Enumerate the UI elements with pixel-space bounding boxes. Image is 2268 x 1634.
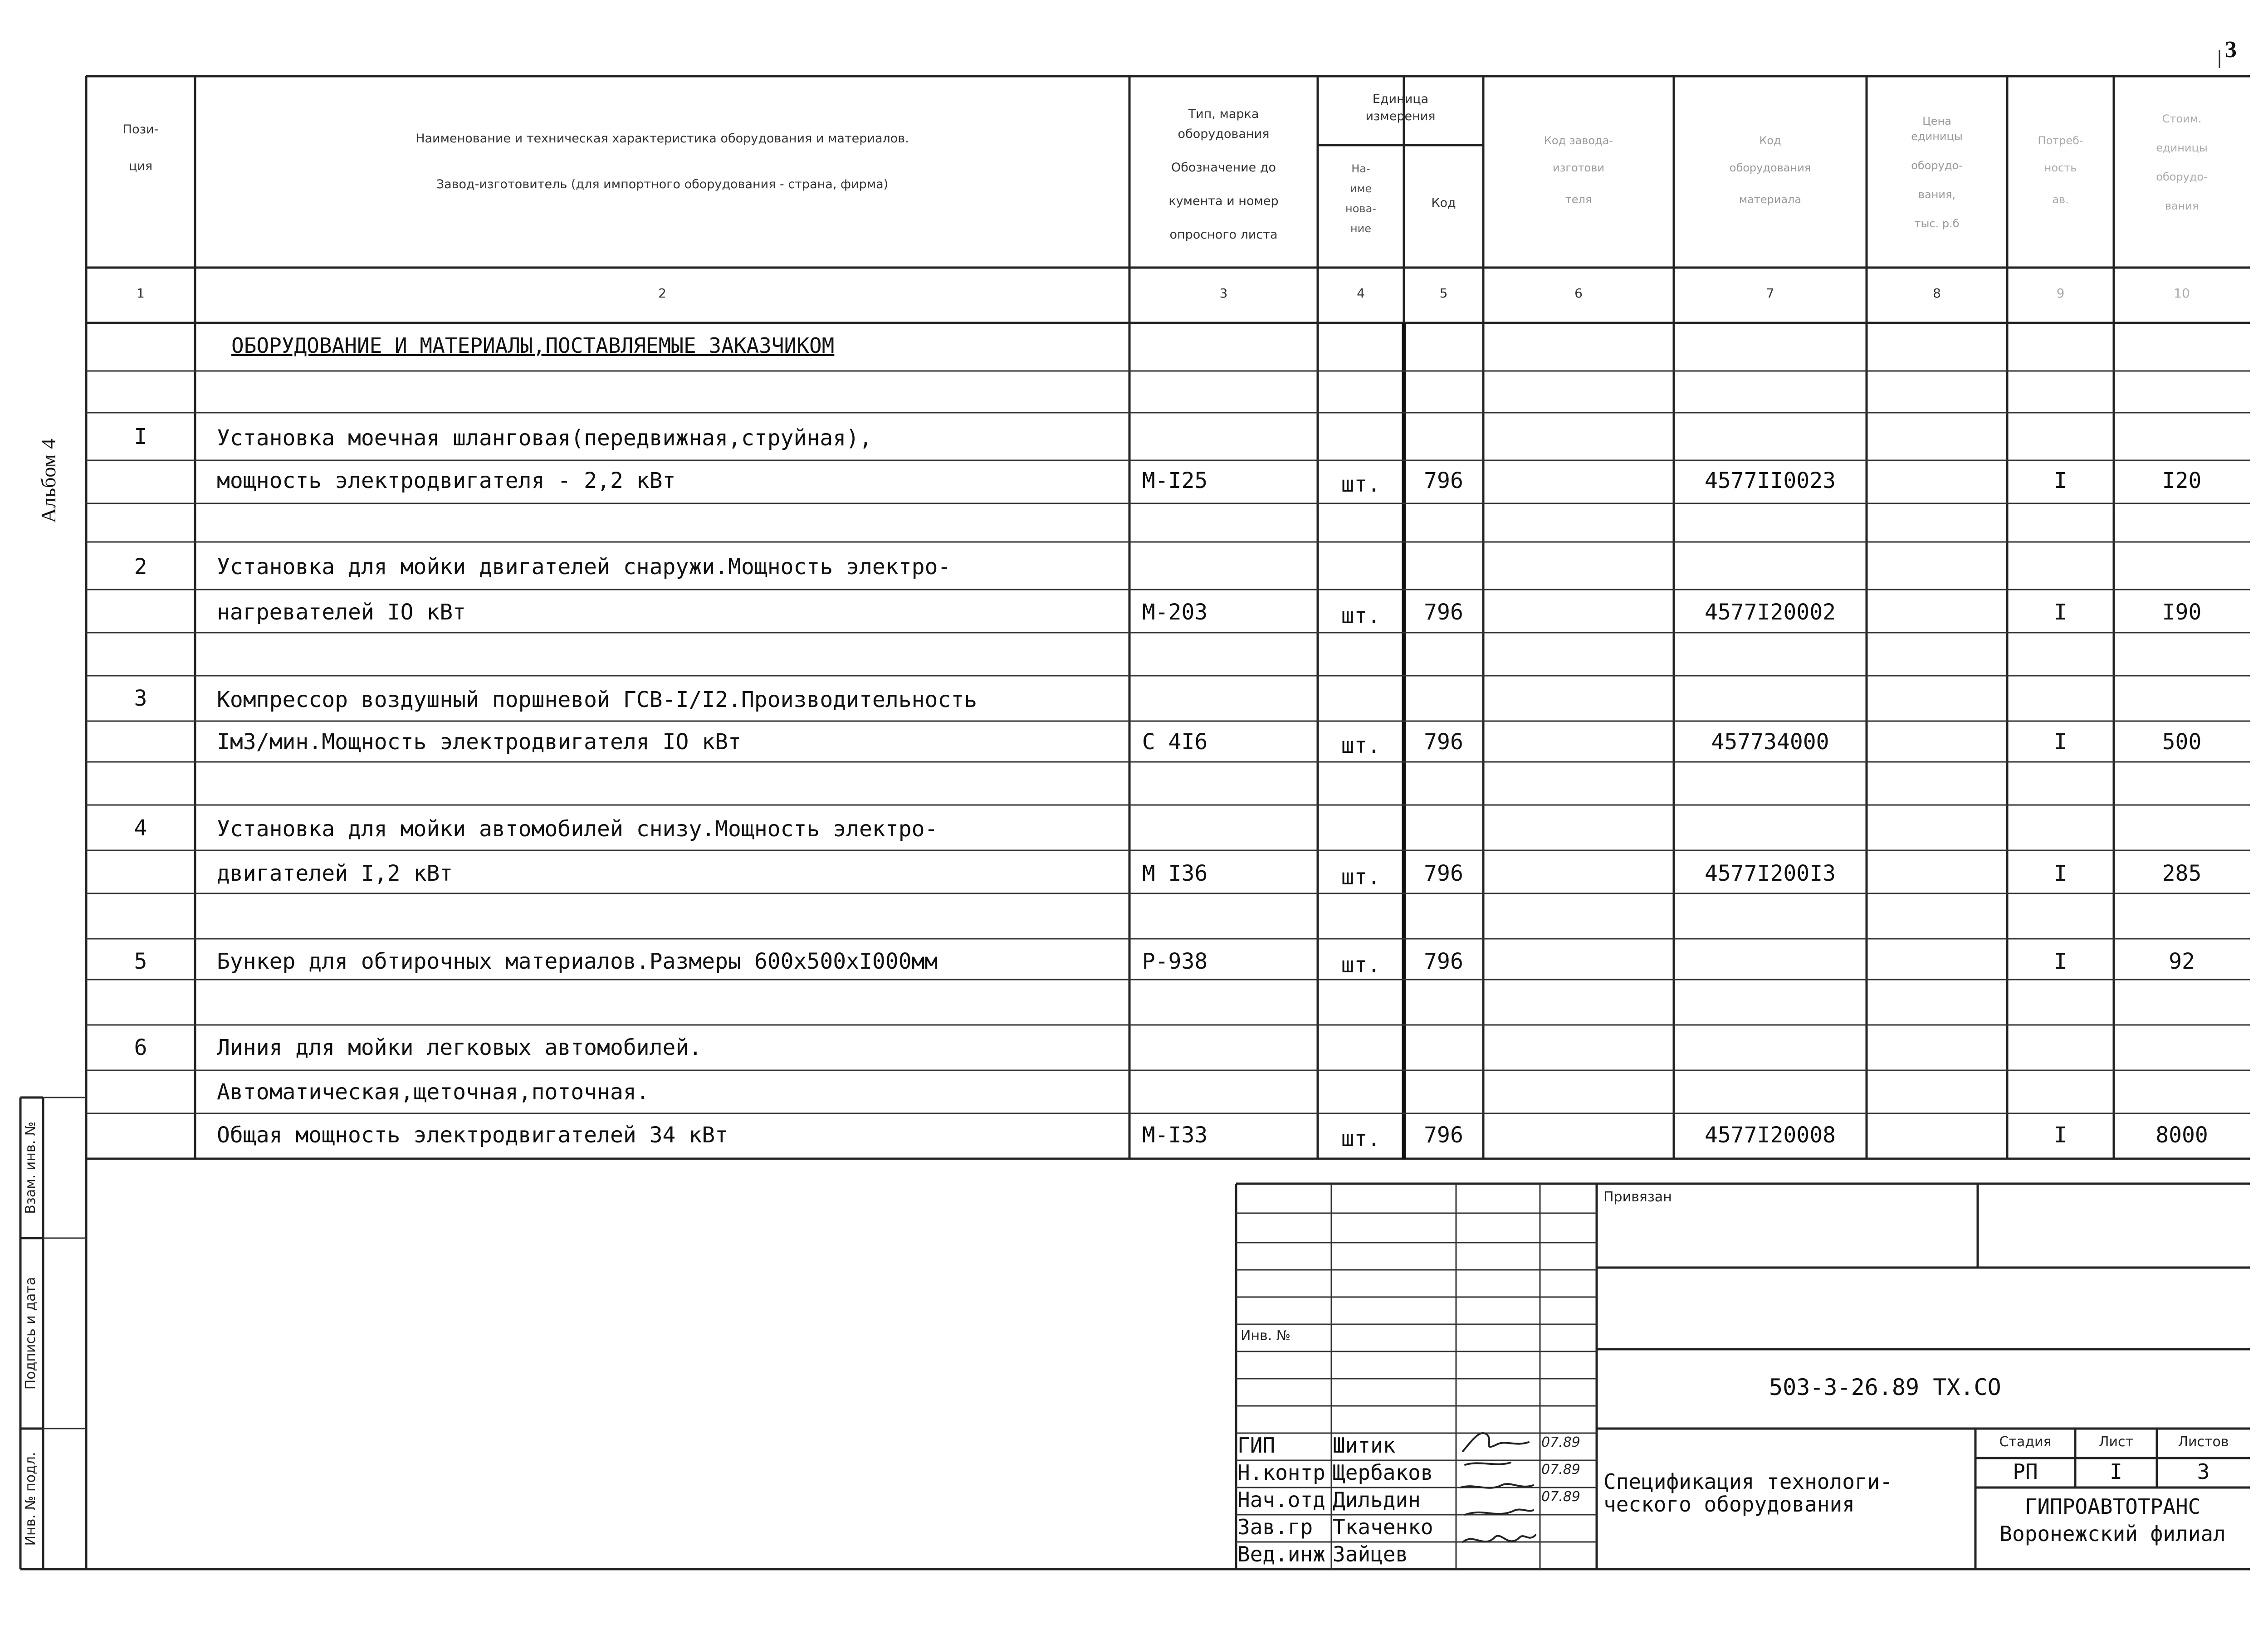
- privyazan-label: Привязан: [1603, 1189, 1672, 1205]
- row-code: 796: [1424, 949, 1463, 974]
- row-position: 5: [134, 949, 147, 974]
- section-title: ОБОРУДОВАНИЕ И МАТЕРИАЛЫ,ПОСТАВЛЯЕМЫЕ ЗАКАЗЧИКОМ: [231, 333, 835, 358]
- header-col1: [86, 122, 195, 173]
- row-description: Iм3/мин.Мощность электродвигателя IO кВт: [217, 729, 741, 755]
- header-col1-line: ция: [128, 159, 153, 173]
- row-qty: I: [2054, 949, 2067, 974]
- row-code: 796: [1424, 600, 1463, 625]
- stage-value: РП: [2013, 1459, 2038, 1484]
- row-position: I: [134, 424, 147, 449]
- row-qty: I: [2054, 468, 2067, 493]
- row-description: Линия для мойки легковых автомобилей.: [217, 1035, 702, 1060]
- row-qty: I: [2054, 861, 2067, 886]
- header-col4: [1318, 159, 1404, 239]
- row-equip-code: 4577I200I3: [1705, 861, 1836, 886]
- row-type: М-I33: [1142, 1122, 1208, 1148]
- side-stamp-label: Инв. № подл.: [23, 1452, 39, 1546]
- row-value: 500: [2162, 729, 2202, 755]
- row-type: М-203: [1142, 600, 1208, 625]
- row-value: 285: [2162, 861, 2202, 886]
- column-number: 9: [2056, 286, 2065, 301]
- column-number: 5: [1439, 286, 1448, 301]
- column-number: 3: [1219, 286, 1228, 301]
- header-col8-line: вания,: [1918, 188, 1956, 201]
- sign-date: 07.89: [1541, 1462, 1580, 1478]
- row-description: мощность электродвигателя - 2,2 кВт: [217, 468, 676, 493]
- header-col3-line: Тип, марка: [1188, 107, 1259, 121]
- row-unit: шт.: [1341, 1126, 1381, 1151]
- column-number: 2: [658, 286, 666, 301]
- role-label: Вед.инж: [1237, 1542, 1325, 1566]
- row-unit: шт.: [1341, 472, 1381, 497]
- organization-branch: Воронежский филиал: [1999, 1522, 2226, 1546]
- header-col5: Код: [1431, 196, 1456, 210]
- row-qty: I: [2054, 600, 2067, 625]
- row-description: Общая мощность электродвигателей 34 кВт: [217, 1122, 728, 1148]
- sheet-value: I: [2110, 1459, 2122, 1484]
- header-col3: [1129, 98, 1318, 252]
- row-description: Компрессор воздушный поршневой ГСВ-I/I2.Производительность: [217, 687, 978, 712]
- row-value: 92: [2169, 949, 2195, 974]
- header-col8-line: Цена: [1922, 115, 1951, 127]
- row-description: Установка моечная шланговая(передвижная,струйная),: [217, 425, 872, 451]
- row-unit: шт.: [1341, 603, 1381, 629]
- row-type: С 4I6: [1142, 729, 1208, 755]
- signer-name: Ткаченко: [1333, 1515, 1433, 1539]
- header-col2-line: Наименование и техническая характеристика оборудования и материалов.: [415, 132, 909, 146]
- row-type: М I36: [1142, 861, 1208, 886]
- signer-name: Щербаков: [1333, 1460, 1433, 1485]
- header-col10-line: Стоим.: [2162, 112, 2202, 125]
- column-number: 1: [137, 286, 145, 301]
- row-qty: I: [2054, 729, 2067, 755]
- row-code: 796: [1424, 1122, 1463, 1148]
- header-col1-line: Пози-: [122, 122, 159, 137]
- header-col7-line: материала: [1739, 193, 1802, 206]
- header-col10-line: единицы: [2156, 141, 2208, 154]
- row-equip-code: 4577I20008: [1705, 1122, 1836, 1148]
- role-label: Н.контр: [1237, 1460, 1325, 1485]
- row-description: Автоматическая,щеточная,поточная.: [217, 1079, 650, 1105]
- header-col4-line: На-: [1351, 162, 1370, 175]
- album-label: Альбом 4: [37, 438, 60, 523]
- row-unit: шт.: [1341, 952, 1381, 978]
- header-col3-line: кумента и номер: [1168, 194, 1279, 208]
- row-value: I20: [2162, 468, 2202, 493]
- row-code: 796: [1424, 468, 1463, 493]
- side-stamp-label: Подпись и дата: [23, 1277, 39, 1390]
- header-col6: [1483, 118, 1674, 222]
- row-value: I90: [2162, 600, 2202, 625]
- row-unit: шт.: [1341, 864, 1381, 890]
- signer-name: Шитик: [1333, 1433, 1396, 1458]
- header-col7-line: оборудования: [1729, 161, 1811, 174]
- row-value: 8000: [2156, 1122, 2208, 1148]
- inv-number-label: Инв. №: [1241, 1328, 1291, 1344]
- header-col2-line: Завод-изготовитель (для импортного оборудования - страна, фирма): [436, 177, 889, 191]
- row-position: 6: [134, 1035, 147, 1060]
- header-col4-line: ние: [1350, 222, 1372, 235]
- row-position: 3: [134, 686, 147, 711]
- signatures: [1456, 1419, 1540, 1569]
- sheets-label: Листов: [2178, 1434, 2229, 1450]
- header-col6-line: теля: [1565, 193, 1592, 206]
- row-type: М-I25: [1142, 468, 1208, 493]
- role-label: ГИП: [1237, 1433, 1276, 1458]
- column-number: 6: [1574, 286, 1583, 301]
- document-title: ческого оборудования: [1603, 1492, 1855, 1517]
- row-unit: шт.: [1341, 733, 1381, 758]
- row-equip-code: 457734000: [1711, 729, 1829, 755]
- header-col10: [2114, 104, 2250, 220]
- column-number: 7: [1766, 286, 1774, 301]
- row-qty: I: [2054, 1122, 2067, 1148]
- row-description: Установка для мойки автомобилей снизу.Мощность электро-: [217, 816, 938, 842]
- header-col7-line: Код: [1759, 134, 1781, 147]
- row-equip-code: 4577I20002: [1705, 600, 1836, 625]
- row-description: Бункер для обтирочных материалов.Размеры 600х500хI000мм: [217, 949, 938, 974]
- header-unit: [1318, 91, 1483, 125]
- header-col3-line: Обозначение до: [1171, 161, 1276, 175]
- row-description: двигателей I,2 кВт: [217, 861, 453, 886]
- page-number: 3: [2225, 37, 2237, 63]
- column-number: 4: [1357, 286, 1365, 301]
- header-col8-line: тыс. р.б: [1914, 217, 1960, 230]
- header-col9: [2007, 118, 2114, 222]
- header-col9-line: ав.: [2052, 193, 2069, 206]
- signer-name: Зайцев: [1333, 1542, 1408, 1566]
- column-number: 10: [2174, 286, 2190, 301]
- side-stamp-label: Взам. инв. №: [23, 1122, 39, 1214]
- header-unit-line: Единица: [1372, 92, 1429, 106]
- sheet-label: Лист: [2098, 1434, 2134, 1450]
- sign-date: 07.89: [1541, 1489, 1580, 1505]
- header-col2: [195, 132, 1129, 191]
- header-col3-line: оборудования: [1178, 127, 1270, 141]
- row-equip-code: 4577II0023: [1705, 468, 1836, 493]
- header-col9-line: Потреб-: [2038, 134, 2083, 147]
- document-title: Спецификация технологи-: [1603, 1469, 1892, 1494]
- header-col8: [1867, 107, 2007, 238]
- header-col6-line: Код завода-: [1544, 134, 1613, 147]
- header-col10-line: оборудо-: [2156, 171, 2208, 183]
- column-number: 8: [1933, 286, 1941, 301]
- role-label: Зав.гр: [1237, 1515, 1313, 1539]
- stage-label: Стадия: [1999, 1434, 2052, 1450]
- role-label: Нач.отд: [1237, 1488, 1325, 1512]
- document-code: 503-3-26.89 ТХ.СО: [1769, 1374, 2001, 1400]
- row-code: 796: [1424, 861, 1463, 886]
- row-description: Установка для мойки двигателей снаружи.Мощность электро-: [217, 554, 951, 580]
- header-col6-line: изготови: [1552, 161, 1605, 174]
- signer-name: Дильдин: [1333, 1488, 1421, 1512]
- row-type: Р-938: [1142, 949, 1208, 974]
- header-col8-line: единицы: [1911, 130, 1963, 143]
- header-col4-line: име: [1349, 182, 1372, 195]
- sign-date: 07.89: [1541, 1434, 1580, 1450]
- row-position: 4: [134, 815, 147, 841]
- organization-name: ГИПРОАВТОТРАНС: [2024, 1494, 2201, 1519]
- header-col10-line: вания: [2165, 200, 2199, 212]
- row-description: нагревателей IO кВт: [217, 600, 466, 625]
- header-col8-line: оборудо-: [1911, 159, 1963, 172]
- header-col3-line: опросного листа: [1169, 228, 1278, 242]
- row-code: 796: [1424, 729, 1463, 755]
- header-col7: [1674, 118, 1867, 222]
- sheets-value: 3: [2197, 1459, 2210, 1484]
- header-unit-line: измерения: [1365, 109, 1436, 123]
- header-col4-line: нова-: [1345, 202, 1376, 215]
- header-col9-line: ность: [2044, 161, 2077, 174]
- row-position: 2: [134, 554, 147, 580]
